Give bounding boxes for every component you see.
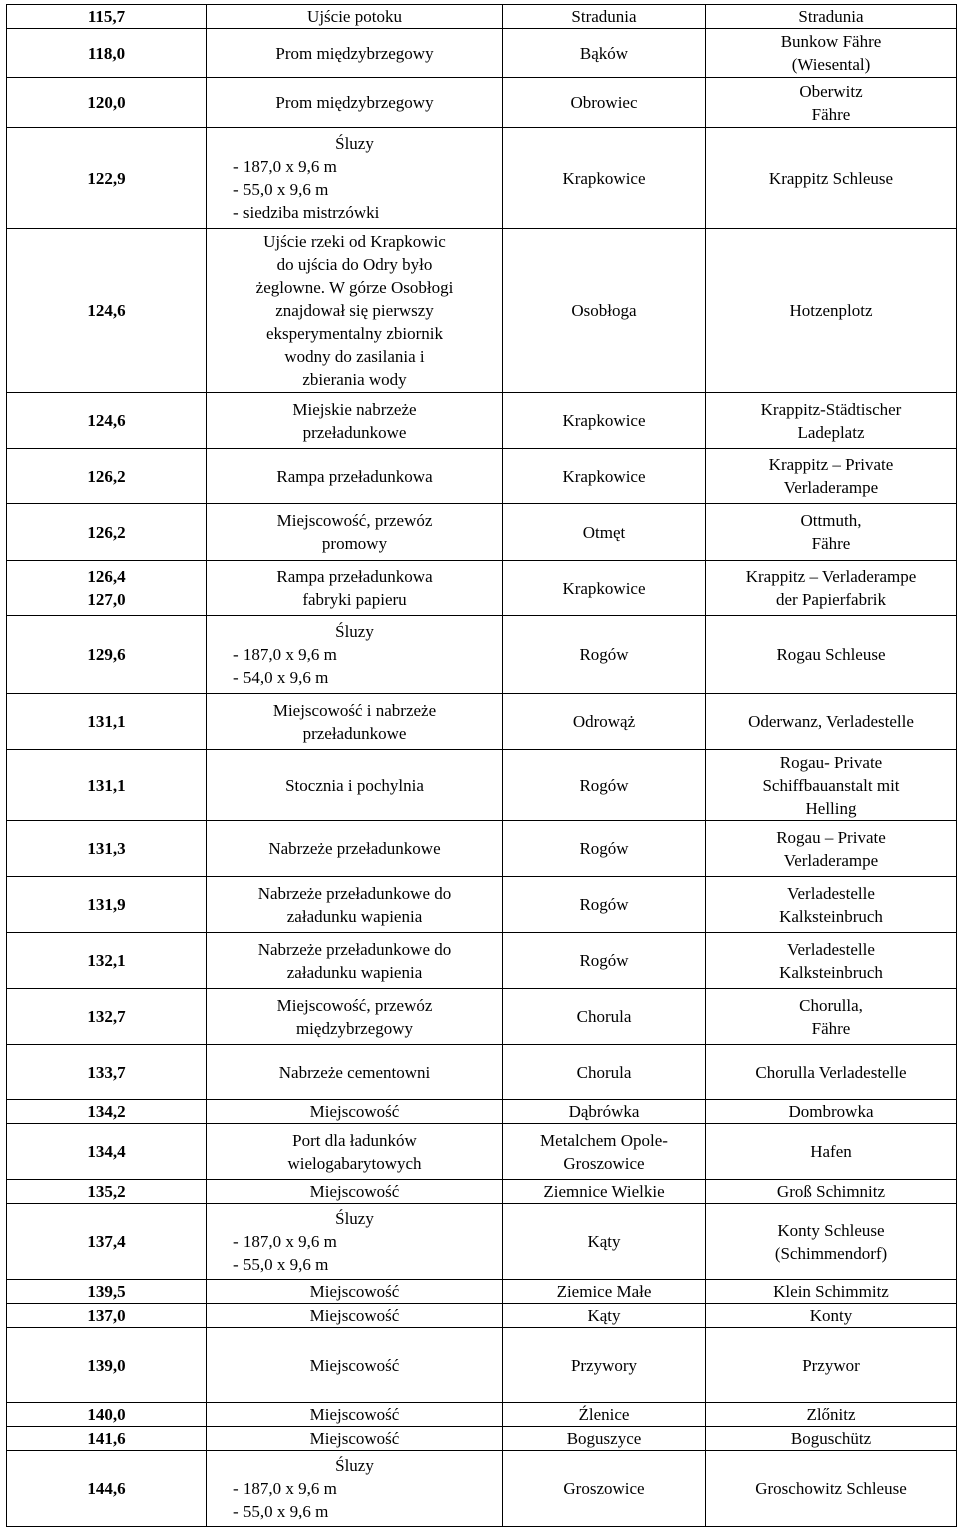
table-row — [7, 989, 957, 1045]
kilometer-table — [6, 4, 957, 1527]
lock-line: - 55,0 x 9,6 m — [233, 1502, 329, 1521]
km-cell: 131,3 — [7, 821, 207, 877]
table-body — [7, 5, 957, 1527]
object-cell: Ujście potoku — [207, 5, 503, 29]
place-pl-cell: Rogów — [503, 616, 706, 694]
lock-line: - 187,0 x 9,6 m — [233, 1232, 337, 1251]
place-de-cell: Ottmuth, Fähre — [706, 504, 957, 561]
place-de-cell: Zlőnitz — [706, 1403, 957, 1427]
place-de-cell: Oderwanz, Verladestelle — [706, 694, 957, 750]
km-cell: 118,0 — [7, 29, 207, 78]
km-cell: 124,6 — [7, 393, 207, 449]
table-row — [7, 504, 957, 561]
place-de-cell: Konty Schleuse (Schimmendorf) — [706, 1204, 957, 1280]
lock-line: - 55,0 x 9,6 m — [233, 180, 329, 199]
km-cell: 141,6 — [7, 1427, 207, 1451]
table-row — [7, 393, 957, 449]
table-row — [7, 933, 957, 989]
place-pl-cell: Metalchem Opole- Groszowice — [503, 1124, 706, 1180]
km-cell: 126,2 — [7, 449, 207, 504]
table-row — [7, 1427, 957, 1451]
place-de-cell: Rogau – Private Verladerampe — [706, 821, 957, 877]
km-cell: 133,7 — [7, 1045, 207, 1100]
place-de-cell: Przywor — [706, 1328, 957, 1403]
km-cell: 131,1 — [7, 750, 207, 821]
table-row — [7, 821, 957, 877]
place-pl-cell: Rogów — [503, 933, 706, 989]
place-pl-cell: Obrowiec — [503, 78, 706, 128]
place-pl-cell: Otmęt — [503, 504, 706, 561]
table-row — [7, 449, 957, 504]
km-cell: 144,6 — [7, 1451, 207, 1527]
table-row — [7, 1403, 957, 1427]
place-de-cell: Rogau- Private Schiffbauanstalt mit Helling — [706, 750, 957, 821]
place-pl-cell: Rogów — [503, 750, 706, 821]
km-cell: 126,4 127,0 — [7, 561, 207, 616]
km-cell: 137,4 — [7, 1204, 207, 1280]
place-pl-cell: Ziemice Małe — [503, 1280, 706, 1304]
table-row — [7, 128, 957, 229]
place-de-cell: Verladestelle Kalksteinbruch — [706, 877, 957, 933]
km-cell: 134,4 — [7, 1124, 207, 1180]
lock-line: - 187,0 x 9,6 m — [233, 1479, 337, 1498]
place-pl-cell: Kąty — [503, 1204, 706, 1280]
table-row — [7, 1045, 957, 1100]
object-cell: Miejscowość, przewóz międzybrzegowy — [207, 989, 503, 1045]
object-cell: Stocznia i pochylnia — [207, 750, 503, 821]
table-row — [7, 877, 957, 933]
object-cell: Miejscowość — [207, 1427, 503, 1451]
table-row — [7, 1180, 957, 1204]
object-title: Śluzy — [335, 1209, 374, 1228]
table-row — [7, 1280, 957, 1304]
place-pl-cell: Krapkowice — [503, 393, 706, 449]
lock-line: - 54,0 x 9,6 m — [233, 668, 329, 687]
lock-line: - 187,0 x 9,6 m — [233, 157, 337, 176]
km-cell: 120,0 — [7, 78, 207, 128]
table-row — [7, 694, 957, 750]
table-row — [7, 1124, 957, 1180]
place-de-cell: Oberwitz Fähre — [706, 78, 957, 128]
place-pl-cell: Groszowice — [503, 1451, 706, 1527]
km-cell: 124,6 — [7, 229, 207, 393]
lock-line: - siedziba mistrzówki — [233, 203, 380, 222]
place-pl-cell: Osobłoga — [503, 229, 706, 393]
place-pl-cell: Boguszyce — [503, 1427, 706, 1451]
place-pl-cell: Chorula — [503, 989, 706, 1045]
object-cell: Miejskie nabrzeże przeładunkowe — [207, 393, 503, 449]
table-row — [7, 1100, 957, 1124]
place-pl-cell: Stradunia — [503, 5, 706, 29]
place-pl-cell: Krapkowice — [503, 561, 706, 616]
km-cell: 140,0 — [7, 1403, 207, 1427]
object-cell — [207, 1451, 503, 1527]
km-cell: 122,9 — [7, 128, 207, 229]
object-cell: Miejscowość — [207, 1280, 503, 1304]
lock-line: - 55,0 x 9,6 m — [233, 1255, 329, 1274]
place-de-cell: Hafen — [706, 1124, 957, 1180]
km-cell: 129,6 — [7, 616, 207, 694]
place-pl-cell: Ziemnice Wielkie — [503, 1180, 706, 1204]
table-row — [7, 1304, 957, 1328]
table-row — [7, 1451, 957, 1527]
km-cell: 139,5 — [7, 1280, 207, 1304]
table-row — [7, 5, 957, 29]
object-cell: Miejscowość — [207, 1100, 503, 1124]
place-de-cell: Krappitz – Verladerampe der Papierfabrik — [706, 561, 957, 616]
km-cell: 131,9 — [7, 877, 207, 933]
km-cell: 115,7 — [7, 5, 207, 29]
place-de-cell: Hotzenplotz — [706, 229, 957, 393]
object-cell: Miejscowość — [207, 1328, 503, 1403]
object-cell: Miejscowość — [207, 1180, 503, 1204]
object-cell: Prom międzybrzegowy — [207, 29, 503, 78]
place-de-cell: Rogau Schleuse — [706, 616, 957, 694]
lock-line: - 187,0 x 9,6 m — [233, 645, 337, 664]
place-de-cell: Dombrowka — [706, 1100, 957, 1124]
km-cell: 137,0 — [7, 1304, 207, 1328]
object-cell: Port dla ładunków wielogabarytowych — [207, 1124, 503, 1180]
object-cell: Ujście rzeki od Krapkowic do ujścia do Odry było żeglowne. W górze Osobłogi znajdował się pierwszy eksperymentalny zbiornik wodny do zasilania i zbierania wody — [207, 229, 503, 393]
object-cell: Nabrzeże przeładunkowe do załadunku wapienia — [207, 877, 503, 933]
place-pl-cell: Przywory — [503, 1328, 706, 1403]
km-cell: 126,2 — [7, 504, 207, 561]
object-title: Śluzy — [335, 134, 374, 153]
place-pl-cell: Odrowąż — [503, 694, 706, 750]
place-pl-cell: Rogów — [503, 821, 706, 877]
table-row — [7, 78, 957, 128]
object-cell: Rampa przeładunkowa fabryki papieru — [207, 561, 503, 616]
object-cell: Miejscowość — [207, 1304, 503, 1328]
place-de-cell: Groschowitz Schleuse — [706, 1451, 957, 1527]
km-cell: 132,7 — [7, 989, 207, 1045]
table-row — [7, 29, 957, 78]
object-cell: Prom międzybrzegowy — [207, 78, 503, 128]
object-cell: Miejscowość — [207, 1403, 503, 1427]
object-cell — [207, 128, 503, 229]
place-pl-cell: Krapkowice — [503, 128, 706, 229]
place-de-cell: Bunkow Fähre (Wiesental) — [706, 29, 957, 78]
km-cell: 135,2 — [7, 1180, 207, 1204]
place-de-cell: Konty — [706, 1304, 957, 1328]
object-title: Śluzy — [335, 1456, 374, 1475]
place-pl-cell: Rogów — [503, 877, 706, 933]
object-cell: Miejscowość i nabrzeże przeładunkowe — [207, 694, 503, 750]
object-cell: Nabrzeże cementowni — [207, 1045, 503, 1100]
table-row — [7, 750, 957, 821]
place-de-cell: Krappitz Schleuse — [706, 128, 957, 229]
place-pl-cell: Dąbrówka — [503, 1100, 706, 1124]
place-pl-cell: Źlenice — [503, 1403, 706, 1427]
table-row — [7, 229, 957, 393]
place-de-cell: Verladestelle Kalksteinbruch — [706, 933, 957, 989]
object-cell: Miejscowość, przewóz promowy — [207, 504, 503, 561]
table-row — [7, 1328, 957, 1403]
km-cell: 132,1 — [7, 933, 207, 989]
place-de-cell: Klein Schimmitz — [706, 1280, 957, 1304]
place-pl-cell: Bąków — [503, 29, 706, 78]
place-de-cell: Krappitz-Städtischer Ladeplatz — [706, 393, 957, 449]
table-row — [7, 616, 957, 694]
km-cell: 131,1 — [7, 694, 207, 750]
place-de-cell: Chorulla Verladestelle — [706, 1045, 957, 1100]
place-de-cell: Groß Schimnitz — [706, 1180, 957, 1204]
object-cell: Nabrzeże przeładunkowe — [207, 821, 503, 877]
km-cell: 139,0 — [7, 1328, 207, 1403]
place-de-cell: Stradunia — [706, 5, 957, 29]
place-de-cell: Boguschütz — [706, 1427, 957, 1451]
km-cell: 134,2 — [7, 1100, 207, 1124]
place-pl-cell: Chorula — [503, 1045, 706, 1100]
place-de-cell: Krappitz – Private Verladerampe — [706, 449, 957, 504]
place-pl-cell: Kąty — [503, 1304, 706, 1328]
place-pl-cell: Krapkowice — [503, 449, 706, 504]
table-row — [7, 1204, 957, 1280]
table-row — [7, 561, 957, 616]
object-cell: Rampa przeładunkowa — [207, 449, 503, 504]
object-cell: Nabrzeże przeładunkowe do załadunku wapienia — [207, 933, 503, 989]
object-title: Śluzy — [335, 622, 374, 641]
place-de-cell: Chorulla, Fähre — [706, 989, 957, 1045]
object-cell — [207, 1204, 503, 1280]
object-cell — [207, 616, 503, 694]
